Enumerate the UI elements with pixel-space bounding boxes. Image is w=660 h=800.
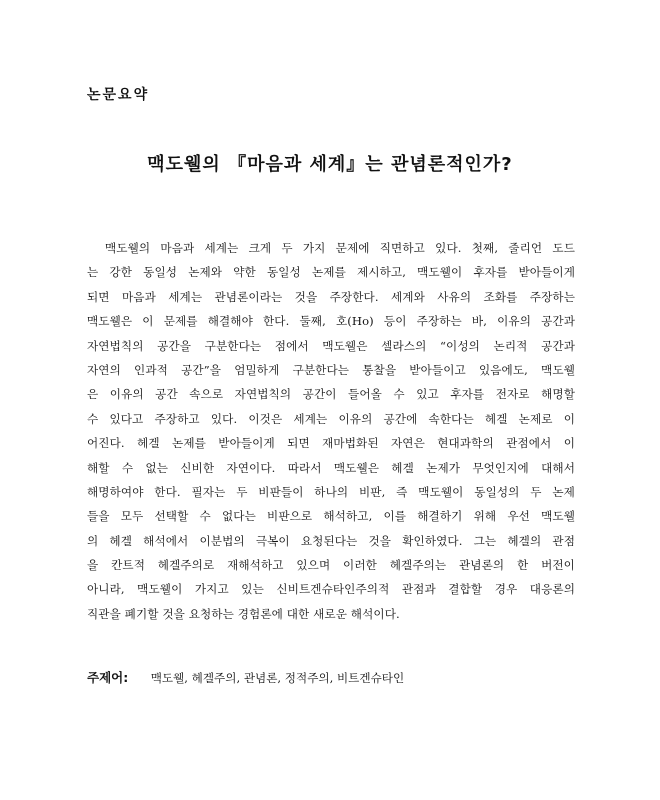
abstract-line: 자연법칙의 공간을 구분한다는 점에서 맥도웰은 셀라스의 “이성의 논리적 공간과: [87, 338, 575, 353]
abstract-line: 들을 모두 선택할 수 없다는 비판으로 해석하고, 이를 해결하기 위해 우선 맥도웰: [87, 509, 575, 524]
abstract-line: 은 이유의 공간 속으로 자연법칙의 공간이 들어올 수 있고 후자를 전자로 해명할: [87, 387, 575, 402]
abstract-line: 어진다. 헤겔 논제를 받아들이게 되면 재마법화된 자연은 현대과학의 관점에서 이: [87, 436, 575, 451]
abstract-line: 직관을 폐기할 것을 요청하는 경험론에 대한 새로운 해석이다.: [87, 606, 400, 621]
abstract-line: 자연의 인과적 공간”을 엄밀하게 구분한다는 통찰을 받아들이고 있음에도, 맥도웰: [87, 362, 575, 377]
abstract-line: 수 있다고 주장하고 있다. 이것은 세계는 이유의 공간에 속한다는 헤겔 논제로 이: [87, 411, 575, 426]
abstract-line: 는 강한 동일성 논제와 약한 동일성 논제를 제시하고, 맥도웰이 후자를 받아들이게: [87, 265, 575, 280]
abstract-line: 해명하여야 한다. 필자는 두 비판들이 하나의 비판, 즉 맥도웰이 동일성의 두 논제: [87, 484, 575, 499]
section-label: 논문요약: [87, 87, 150, 103]
abstract: [87, 236, 575, 626]
abstract-line: 맥도웰은 이 문제를 해결해야 한다. 둘째, 호(Ho) 등이 주장하는 바, 이유의 공간과: [87, 314, 575, 329]
abstract-line: 맥도웰의 마음과 세계는 크게 두 가지 문제에 직면하고 있다. 첫째, 줄리언 도드: [105, 241, 575, 255]
abstract-line: 되면 마음과 세계는 관념론이라는 것을 주장한다. 세계와 사유의 조화를 주장하는: [87, 289, 575, 304]
abstract-line: 의 헤겔 해석에서 이분법의 극복이 요청된다는 것을 확인하였다. 그는 헤겔의 관점: [87, 533, 575, 548]
keywords-value: 맥도웰, 헤겔주의, 관념론, 정적주의, 비트겐슈타인: [150, 671, 405, 685]
keywords: [87, 668, 404, 686]
keywords-label: 주제어:: [87, 670, 129, 685]
abstract-line: 을 칸트적 헤겔주의로 재해석하고 있으며 이러한 헤겔주의는 관념론의 한 버전이: [87, 558, 575, 573]
abstract-line: 해할 수 없는 신비한 자연이다. 따라서 맥도웰은 헤겔 논제가 무엇인지에 대해서: [87, 460, 575, 475]
paper-title: 맥도웰의 『마음과 세계』는 관념론적인가?: [147, 154, 513, 175]
abstract-line: 아니라, 맥도웰이 가지고 있는 신비트겐슈타인주의적 관점과 결합할 경우 대응론의: [87, 582, 575, 597]
